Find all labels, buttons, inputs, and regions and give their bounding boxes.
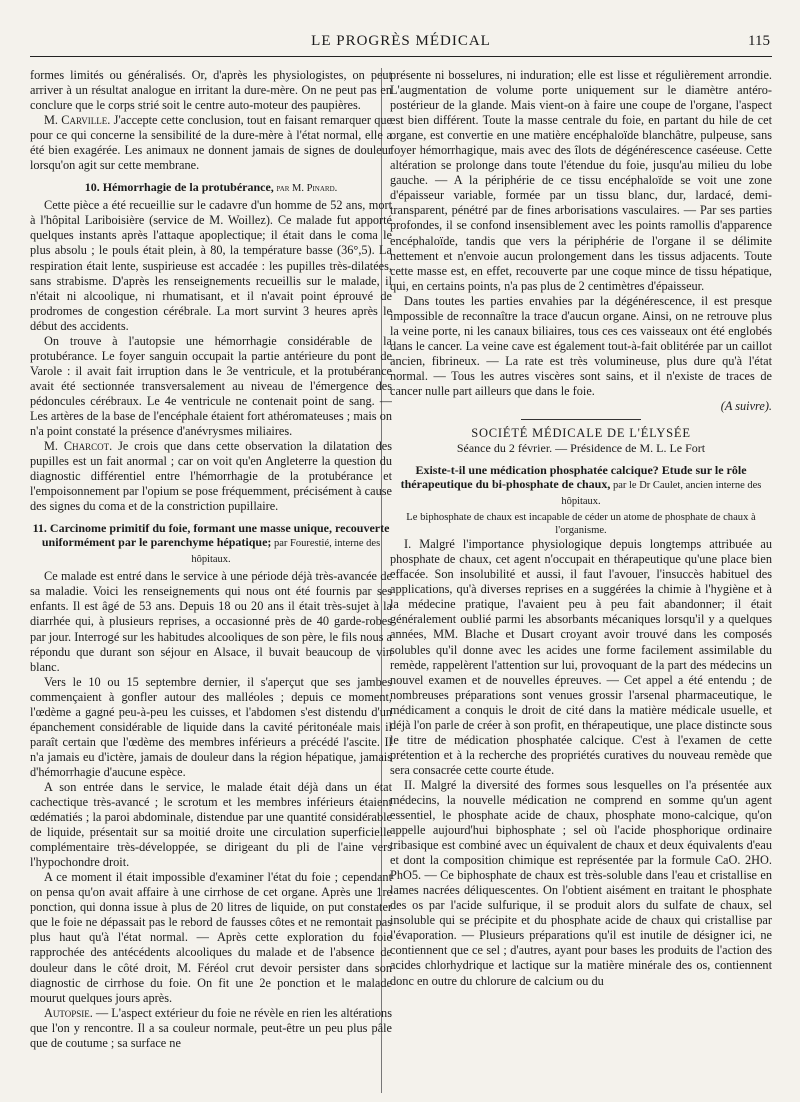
to-be-continued — [390, 399, 772, 414]
article-heading — [390, 463, 772, 509]
to-be-continued-text: (A suivre). — [720, 399, 772, 414]
right-column — [390, 68, 772, 1088]
paragraph — [30, 439, 392, 514]
paragraph-text: — L'aspect extérieur du foie ne révèle en rien les altérations que l'on y rencontre. Il a sa couleur normale, peut-être un peu plus pâle que de coutume ; sa surface ne — [30, 1005, 392, 1050]
speaker-name: M. Carville. — [44, 113, 111, 128]
section-author: par Fourestié, interne des hôpitaux. — [191, 538, 381, 566]
paragraph-text: J'accepte cette conclusion, tout en faisant remarquer que pour ce qui concerne la sensibilité de la dure-mère à l'état normal, elle a été bien exagérée. Les animaux ne donnent jamais de signes de douleur lorsqu'on agit sur cette membrane. — [30, 113, 392, 173]
session-line: Séance du 2 février. — Présidence de M. L. Le Fort — [456, 441, 706, 456]
paragraph — [30, 113, 392, 173]
society-heading: SOCIÉTÉ MÉDICALE DE L'ÉLYSÉE — [471, 426, 691, 441]
paragraph: présente ni bosselures, ni induration; elle est lisse et régulièrement arrondie. L'augmentation de volume porte uniquement sur le diamètre antéro-postérieur de la glande. Mais vient-on à faire une coupe de l'organe, l'aspect est bien différent. Toute la masse centrale du foie, en partant du hile de cet organe, est convertie en une matière encéphaloïde blanchâtre, pulpeuse, sans foyer hémorrhagique, mais avec des îlots de dégénérescence caséeuse. Cette altération se prolonge dans toute l'étendue du foie, jusqu'au milieu du lobe gauche. — A la périphérie de ce tissu encéphaloïde se voit une zone d'épaisseur variable, formée par un tissu blanc, dur, lardacé, demi-transparent, pénétré par de fines arborisations vasculaires. — Par ses parties profondes, il se confond insensiblement avec les points ramollis d'apparence encéphaloïde, tandis que vers la périphérie de l'organe il se délimite nettement et n'envoie aucun prolongement dans les tissus adjacents. Toute cette masse est, en effet, recouverte par une coque mince de tissu hépatique, qui, en certains points, n'a pas plus de 2 centimètres d'épaisseur. — [390, 68, 772, 293]
paragraph-text: Je crois que dans cette observation la dilatation des pupilles est un fait anormal ; car on voit qu'en Angleterre la question du diagnostic différentiel entre l'hémorrhagie de la protubérance et l'empoisonnement par l'opium se pose fréquemment, précisément à cause des signes du coma et de la constriction pupillaire. — [30, 439, 392, 514]
paragraph: formes limités ou généralisés. Or, d'après les physiologistes, on peut arriver à un résultat analogue en irritant la dure-mère. On ne peut pas en conclure que le corps strié soit le centre auto-moteur des paupières. — [30, 68, 392, 113]
journal-title: LE PROGRÈS MÉDICAL — [311, 33, 491, 49]
subsection-label: Autopsie. — [44, 1005, 93, 1020]
page-number: 115 — [748, 33, 770, 49]
section-author: par M. Pinard. — [273, 183, 338, 195]
article-title: Existe-t-il une médication phosphatée calcique? Etude sur le rôle thérapeutique du bi-phosphate de chaux, — [400, 463, 747, 492]
article-abstract: Le biphosphate de chaux est incapable de céder un atome de phosphate de chaux à l'organisme. — [406, 512, 756, 537]
paragraph: A son entrée dans le service, le malade était déjà dans un état cachectique très-avancé ; le scrotum et les membres inférieurs étaient œdématiés ; la paroi abdominale, distendue par une quantité considérable de liquide, présentait sur sa moitié droite une circulation superficielle complémentaire très-développée, se dirigeant du pli de l'aine vers l'hypochondre droit. — [30, 779, 392, 870]
section-heading — [30, 180, 392, 196]
paragraph: Vers le 10 ou 15 septembre dernier, il s'aperçut que ses jambes commençaient à gonfler autour des malléoles ; depuis ce moment, l'œdème a gagné peu-à-peu les cuisses, et l'abdomen s'est distendu d'un épanchement considérable de liquide dans la cavité péritonéale mais il paraît certain que l'œdème des membres inférieurs a précédé l'ascite. Il n'a jamais eu d'ictère, jamais de douleur dans la région hépatique, jamais d'hémorrhagie d'aucune espèce. — [30, 674, 392, 779]
paragraph: A ce moment il était impossible d'examiner l'état du foie ; cependant on pensa qu'on avait affaire à une cirrhose de cet organe. Après une 1re ponction, qui donna issue à plus de 20 litres de liquide, on put constater que le foie ne dépassait pas le rebord de fausses côtes et ne remontait pas plus haut qu'à l'état normal. — Après cette exploration du foie rapprochée des antécédents alcooliques du malade et de l'absence de douleur dans le côté droit, M. Féréol crut devoir persister dans son diagnostic de cirrhose du foie. On fit une 2e ponction et le malade mourut quelques jours après. — [30, 870, 392, 1005]
section-title: 11. Carcinome primitif du foie, formant une masse unique, recouverte uniformément par le parenchyme hépatique; — [32, 521, 390, 550]
speaker-name: M. Charcot. — [44, 439, 113, 454]
paragraph: Ce malade est entré dans le service à une période déjà très-avancée de sa maladie. Voici les renseignements qui nous ont été fournis par ses enfants. Il est âgé de 53 ans. Depuis 18 ou 20 ans il était très-sujet à la diarrhée qui, à plusieurs reprises, a occasionné près de 40 garde-robes par jour. Interrogé sur les habitudes alcooliques de son père, le fils nous a répondu que durant son séjour en Alsace, il buvait beaucoup de vin blanc. — [30, 569, 392, 674]
section-separator — [521, 419, 641, 420]
section-title: 10. Hémorrhagie de la protubérance, — [84, 180, 274, 195]
article-author: par le Dr Caulet, ancien interne des hôpitaux. — [561, 480, 762, 508]
section-heading — [30, 521, 392, 567]
page-header — [30, 30, 772, 57]
paragraph — [30, 1006, 392, 1051]
paragraph: II. Malgré la diversité des formes sous lesquelles on l'a présentée aux médecins, la nouvelle médication ne comprend en somme qu'un agent essentiel, le phosphate acide de chaux, phosphate mono-calcique, qu'on appelle aujourd'hui biphosphate ; sel où l'acide phosphorique ordinaire tribasique est combiné avec un équivalent de chaux et deux équivalents d'eau et dont la composition chimique est représentée par la formule CaO. 2HO. PhO5. — Ce biphosphate de chaux est très-soluble dans l'eau et cristallise en lames nacrées déliquescentes. On l'obtient aisément en traitant le phosphate des os par l'acide sulfurique, il se produit alors du sulfate de chaux, sel insoluble qui se précipite et du phosphate acide de chaux qui cristallise par l'évaporation. — Plusieurs préparations qu'il est inutile de désigner ici, ne contiennent que ce sel ; d'autres, ayant pour bases les produits de l'action des acides chlorhydrique et lactique sur la matière minérale des os, contiennent donc en outre du chlorure de calcium ou du — [390, 777, 772, 988]
paragraph: I. Malgré l'importance physiologique depuis longtemps attribuée au phosphate de chaux, cet agent n'occupait en thérapeutique qu'une place bien effacée. Son insolubilité et aussi, il faut l'avouer, l'insuccès habituel des applications, qu'à diverses reprises en a suggérées la chimie à l'hygiène et à la médecine pratique, l'avaient peu à peu fait abandonner; il était généralement oublié parmi les absorbants mécaniques lorsqu'il y a quelques années, MM. Blache et Dusart croyant avoir trouvé dans les composés solubles qu'il donne avec les acides une forme facilement assimilable du remède, rappelèrent l'attention sur lui, provoquant de la part des médecins un nouvel examen et de nouvelles épreuves. — Cet appel a été entendu ; de nombreuses préparations sont venues grossir l'arsenal pharmaceutique, le médicament a conquis le droit de cité dans la matière médicale usuelle, et déjà l'on parle de créer à son profit, en thérapeutique, une place distincte sous le titre de médication phosphatée calcique. C'est à l'examen de cette prétention et à la recherche des propriétés curatives du nouveau remède que sera consacrée cette courte étude. — [390, 537, 772, 777]
paragraph: Dans toutes les parties envahies par la dégénérescence, il est presque impossible de reconnaître la trace d'aucun organe. Ainsi, on ne retrouve plus la veine porte, ni les canaux biliaires, tous ces ces vaisseaux ont été englobés dans le cancer. La veine cave est également tout-à-fait oblitérée par un caillot ancien, fibrineux. — La rate est très volumineuse, plus dure qu'à l'état normal. — Tous les autres viscères sont sains, et il n'existe de traces de cancer nulle part ailleurs que dans le foie. — [390, 293, 772, 398]
paragraph: Cette pièce a été recueillie sur le cadavre d'un homme de 52 ans, mort à l'hôpital Lariboisière (service de M. Woillez). Ce malade fut apporté quelques instants après l'attaque apoplectique; il était dans le coma le plus absolu ; le pouls était plein, à 80, la température basse (36°,5). La respiration était lente, suspirieuse est accadée : les pupilles très-dilatées, sans strabisme. D'après les renseignements recueillis sur le malade, il n'était ni alcoolique, ni rhumatisant, et il n'avait point éprouvé de prodromes de congestion cérébrale. La mort survint 3 heures après le début des accidents. — [30, 198, 392, 333]
paragraph: On trouve à l'autopsie une hémorrhagie considérable de la protubérance. Le foyer sanguin occupait la partie antérieure du pont de Varole : il avait fait irruption dans le 3e ventricule, et la protubérance avait été sectionnée transversalement au niveau de l'émergence des pédoncules cérébraux. Le 4e ventricule ne contenait point de sang. — Les artères de la base de l'encéphale étaient fort athéromateuses ; mais on n'a point constaté la présence d'anévrysmes miliaires. — [30, 333, 392, 439]
left-column — [30, 68, 392, 1088]
